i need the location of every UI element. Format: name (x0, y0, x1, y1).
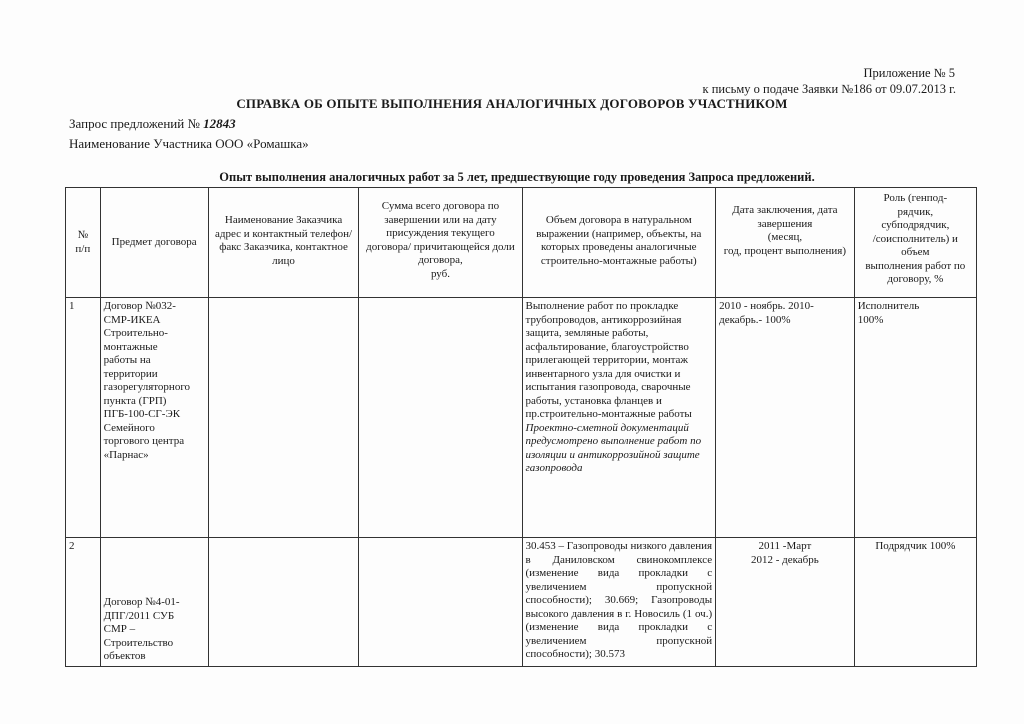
row-customer (208, 538, 359, 667)
row-number: 1 (66, 298, 101, 538)
table-caption: Опыт выполнения аналогичных работ за 5 лет, предшествующие году проведения Запроса предложений. (219, 170, 815, 184)
row-number: 2 (66, 538, 101, 667)
appendix-label: Приложение № 5 (863, 66, 955, 80)
row-customer (208, 298, 359, 538)
table-row (66, 298, 977, 538)
row-volume-note: Проектно-сметной документаций предусмотрено выполнение работ по изоляции и антикоррозийной защите газопровода (525, 421, 702, 474)
request-label: Запрос предложений № (69, 116, 204, 131)
col-header-dates: Дата заключения, дата завершения (месяц, год, процент выполнения) (716, 188, 855, 298)
request-number: 12843 (203, 116, 236, 131)
col-header-number: № п/п (66, 188, 101, 298)
col-header-sum: Сумма всего договора по завершении или на дату присуждения текущего договора/ причитающейся доли договора, руб. (359, 188, 522, 298)
col-header-customer: Наименование Заказчика адрес и контактный телефон/факс Заказчика, контактное лицо (208, 188, 359, 298)
row-volume (522, 298, 716, 538)
row-dates: 2010 - ноябрь. 2010- декабрь.- 100% (716, 298, 855, 538)
table-header-row (66, 188, 977, 298)
row-dates: 2011 -Март 2012 - декабрь (716, 538, 855, 667)
row-role: Исполнитель 100% (854, 298, 976, 538)
experience-table (65, 187, 977, 667)
col-header-role: Роль (генпод- рядчик, субподрядчик, /соисполнитель) и объем выполнения работ по договору, % (854, 188, 976, 298)
col-header-volume: Объем договора в натуральном выражении (например, объекты, на которых проведены аналогичные строительно-монтажные работы) (522, 188, 716, 298)
row-sum (359, 298, 522, 538)
request-line (69, 116, 236, 132)
table-row (66, 538, 977, 667)
row-subject: Договор №4-01- ДПГ/2011 СУБ СМР – Строительство объектов (100, 538, 208, 667)
participant-name: Наименование Участника ООО «Ромашка» (69, 136, 309, 151)
row-role: Подрядчик 100% (854, 538, 976, 667)
letter-reference: к письму о подаче Заявки №186 от 09.07.2013 г. (702, 82, 956, 96)
row-subject: Договор №032- СМР-ИКЕА Строительно- монтажные работы на территории газорегуляторного пункта (ГРП) ПГБ-100-СГ-ЭК Семейного торгового центра «Парнас» (100, 298, 208, 538)
row-volume-text: Выполнение работ по прокладке трубопроводов, антикоррозийная защита, земляные работы, асфальтирование, благоустройство прилегающей территории, монтаж инвентарного узла для очистки и испытания газопровода, сварочные работы, установка фланцев и пр.строительно-монтажные работы (525, 300, 692, 420)
row-volume-text: 30.453 – Газопроводы низкого давления в Даниловском свинокомплексе (изменение вида прокладки с увеличением пропускной способности); 30.669; Газопроводы высокого давления в г. Новосиль (1 оч.) (изменение вида прокладки с увеличением пропускной способности); 30.573 (525, 540, 713, 660)
row-sum (359, 538, 522, 667)
col-header-subject: Предмет договора (100, 188, 208, 298)
row-volume (522, 538, 716, 667)
document-title: СПРАВКА ОБ ОПЫТЕ ВЫПОЛНЕНИЯ АНАЛОГИЧНЫХ ДОГОВОРОВ УЧАСТНИКОМ (236, 96, 788, 111)
